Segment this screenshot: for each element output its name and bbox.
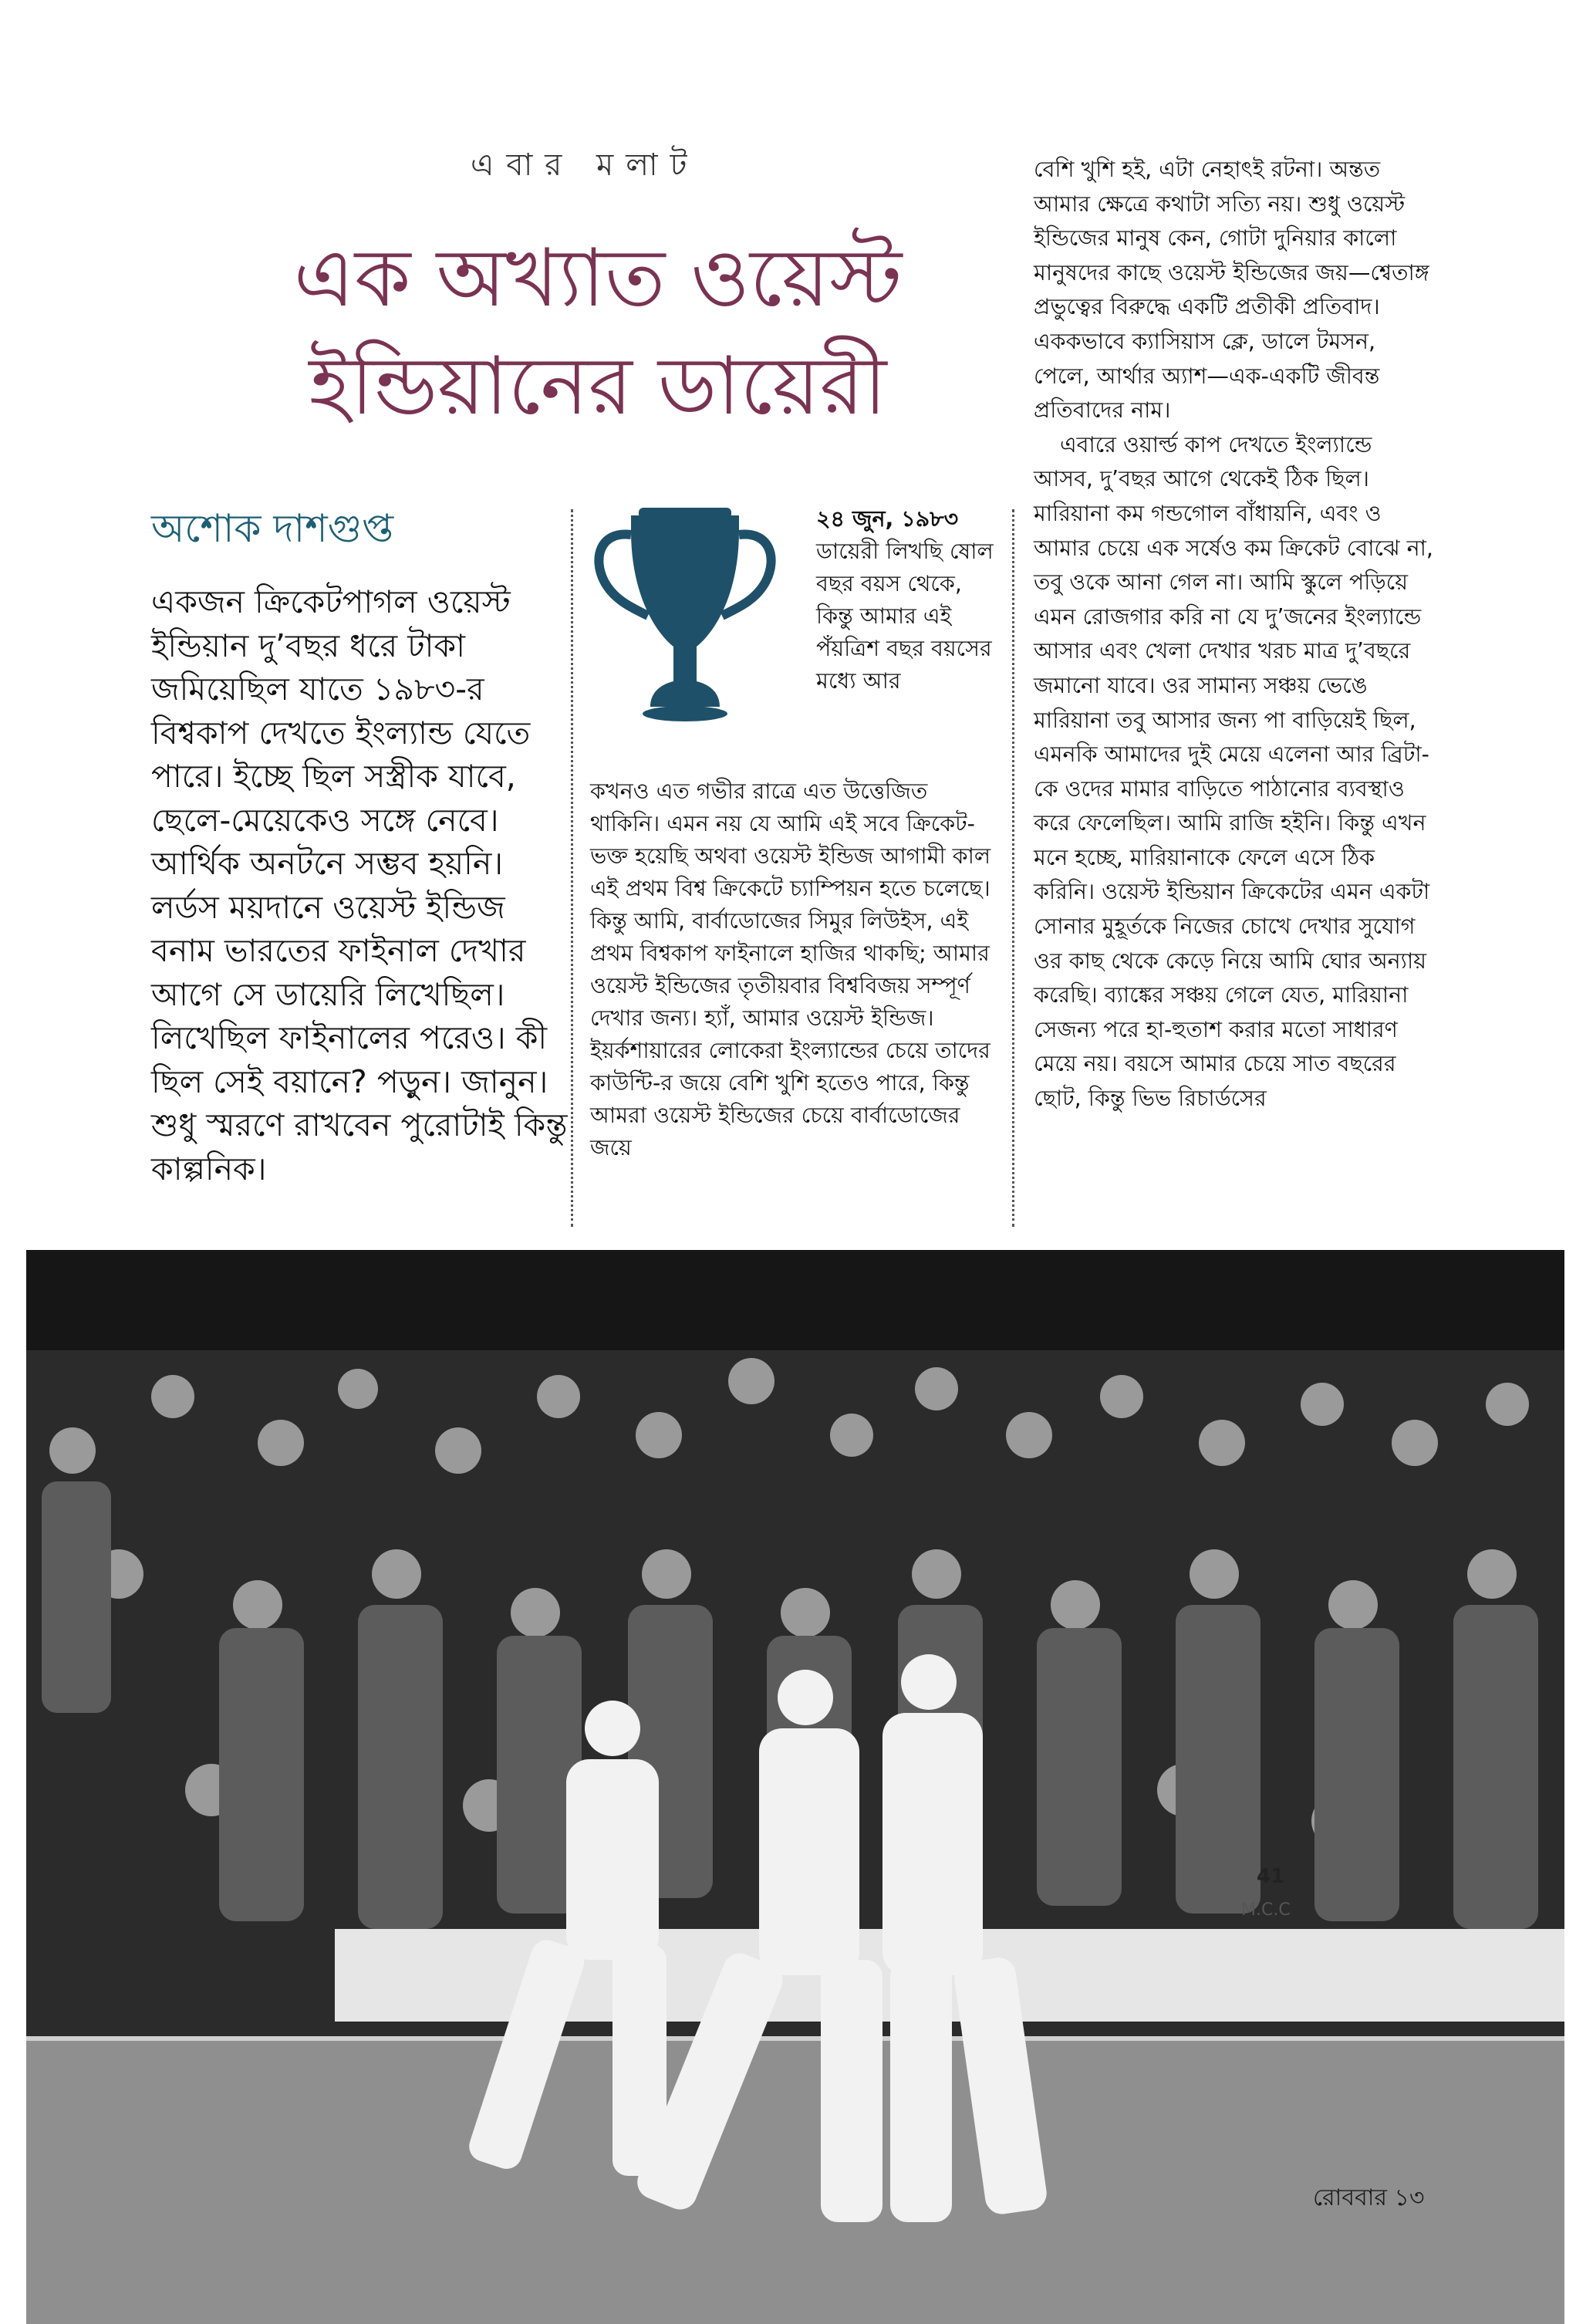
title-line-2: ইন্ডিয়ানের ডায়েরী	[309, 339, 887, 433]
column-divider-2	[1012, 509, 1014, 1227]
body-column-2	[590, 775, 991, 1164]
bib-number: 41	[1257, 1865, 1285, 1888]
diary-date-block	[816, 503, 994, 698]
body-column-3	[1034, 153, 1435, 1116]
article-title	[193, 224, 1003, 440]
intro-standfirst	[151, 580, 568, 1191]
trophy-icon	[585, 500, 785, 731]
photo-scene	[26, 1250, 1564, 2324]
intro-text: একজন ক্রিকেটপাগল ওয়েস্ট ইন্ডিয়ান দু’বছর ধরে টাকা জমিয়েছিল যাতে ১৯৮৩-র বিশ্বকাপ দেখতে ইংল্যান্ড যেতে পারে। ইচ্ছে ছিল সস্ত্রীক যাবে, ছেলে-মেয়েকেও সঙ্গে নেবে। আর্থিক অনটনে সম্ভব হয়নি। লর্ডস ময়দানে ওয়েস্ট ইন্ডিজ বনাম ভারতের ফাইনাল দেখার আগে সে ডায়েরি লিখেছিল। লিখেছিল ফাইনালের পরেও। কী ছিল সেই বয়ানে? পড়ুন। জানুন। শুধু স্মরণে রাখবেন পুরোটাই কিন্তু কাল্পনিক।	[151, 583, 568, 1187]
diary-date: ২৪ জুন, ১৯৮৩	[816, 506, 959, 532]
title-line-1: এক অখ্যাত ওয়েস্ট	[293, 231, 903, 325]
section-kicker: এবার মলাট	[471, 147, 700, 183]
page-folio: রোববার ১৩	[1313, 2184, 1425, 2211]
col2-paragraph: কখনও এত গভীর রাত্রে এত উত্তেজিত থাকিনি। এমন নয় যে আমি এই সবে ক্রিকেট-ভক্ত হয়েছি অথবা ওয়েস্ট ইন্ডিজ আগামী কাল এই প্রথম বিশ্ব ক্রিকেটে চ্যাম্পিয়ন হতে চলেছে। কিন্তু আমি, বার্বাডোজের সিমুর লিউইস, এই প্রথম বিশ্বকাপ ফাইনালে হাজির থাকছি; আমার ওয়েস্ট ইন্ডিজের তৃতীয়বার বিশ্ববিজয় সম্পূর্ণ দেখার জন্য। হ্যাঁ, আমার ওয়েস্ট ইন্ডিজ। ইয়র্কশায়ারের লোকেরা ইংল্যান্ডের চেয়ে তাদের কাউন্টি-র জয়ে বেশি খুশি হতেও পারে, কিন্তু আমরা ওয়েস্ট ইন্ডিজের চেয়ে বার্বাডোজের জয়ে	[590, 779, 991, 1160]
celebration-photo	[26, 1250, 1564, 2324]
col3-paragraph-2: এবারে ওয়ার্ল্ড কাপ দেখতে ইংল্যান্ডে আসব, দু’বছর আগে থেকেই ঠিক ছিল। মারিয়ানা কম গন্ডগোল বাঁধায়নি, এবং ও আমার চেয়ে এক সর্ষেও কম ক্রিকেট বোঝে না, তবু ওকে আনা গেল না। আমি স্কুলে পড়িয়ে এমন রোজগার করি না যে দু’জনের ইংল্যান্ডে আসার এবং খেলা দেখার খরচ মাত্র দু’বছরে জমানো যাবে। ওর সামান্য সঞ্চয় ভেঙে মারিয়ানা তবু আসার জন্য পা বাড়িয়েই ছিল, এমনকি আমাদের দুই মেয়ে এলেনা আর ব্রিটা-কে ওদের মামার বাড়িতে পাঠানোর ব্যবস্থাও করে ফেলেছিল। আমি রাজি হইনি। কিন্তু এখন মনে হচ্ছে, মারিয়ানাকে ফেলে এসে ঠিক করিনি। ওয়েস্ট ইন্ডিয়ান ক্রিকেটের এমন একটা সোনার মুহূর্তকে নিজের চোখে দেখার সুযোগ ওর কাছ থেকে কেড়ে নিয়ে আমি ঘোর অন্যায় করেছি। ব্যাঙ্কের সঞ্চয় গেলে যেত, মারিয়ানা সেজন্য পরে হা-হুতাশ করার মতো সাধারণ মেয়ে নয়। বয়সে আমার চেয়ে সাত বছরের ছোট, কিন্তু ভিভ রিচার্ডসের	[1034, 431, 1433, 1112]
shirt-text: M.C.C	[1241, 1900, 1291, 1920]
column-divider-1	[571, 509, 573, 1227]
diary-lead: ডায়েরী লিখছি ষোল বছর বয়স থেকে, কিন্তু আমার এই পঁয়ত্রিশ বছর বয়সের মধ্যে আর	[816, 539, 994, 694]
col3-paragraph-1: বেশি খুশি হই, এটা নেহাৎই রটনা। অন্তত আমার ক্ষেত্রে কথাটা সত্যি নয়। শুধু ওয়েস্ট ইন্ডিজের মানুষ কেন, গোটা দুনিয়ার কালো মানুষদের কাছে ওয়েস্ট ইন্ডিজের জয়—শ্বেতাঙ্গ প্রভুত্বের বিরুদ্ধে একটি প্রতীকী প্রতিবাদ। এককভাবে ক্যাসিয়াস ক্লে, ডালে টমসন, পেলে, আর্থার অ্যাশ—এক-একটি জীবন্ত প্রতিবাদের নাম।	[1034, 157, 1429, 424]
author-byline: অশোক দাশগুপ্ত	[151, 506, 394, 551]
